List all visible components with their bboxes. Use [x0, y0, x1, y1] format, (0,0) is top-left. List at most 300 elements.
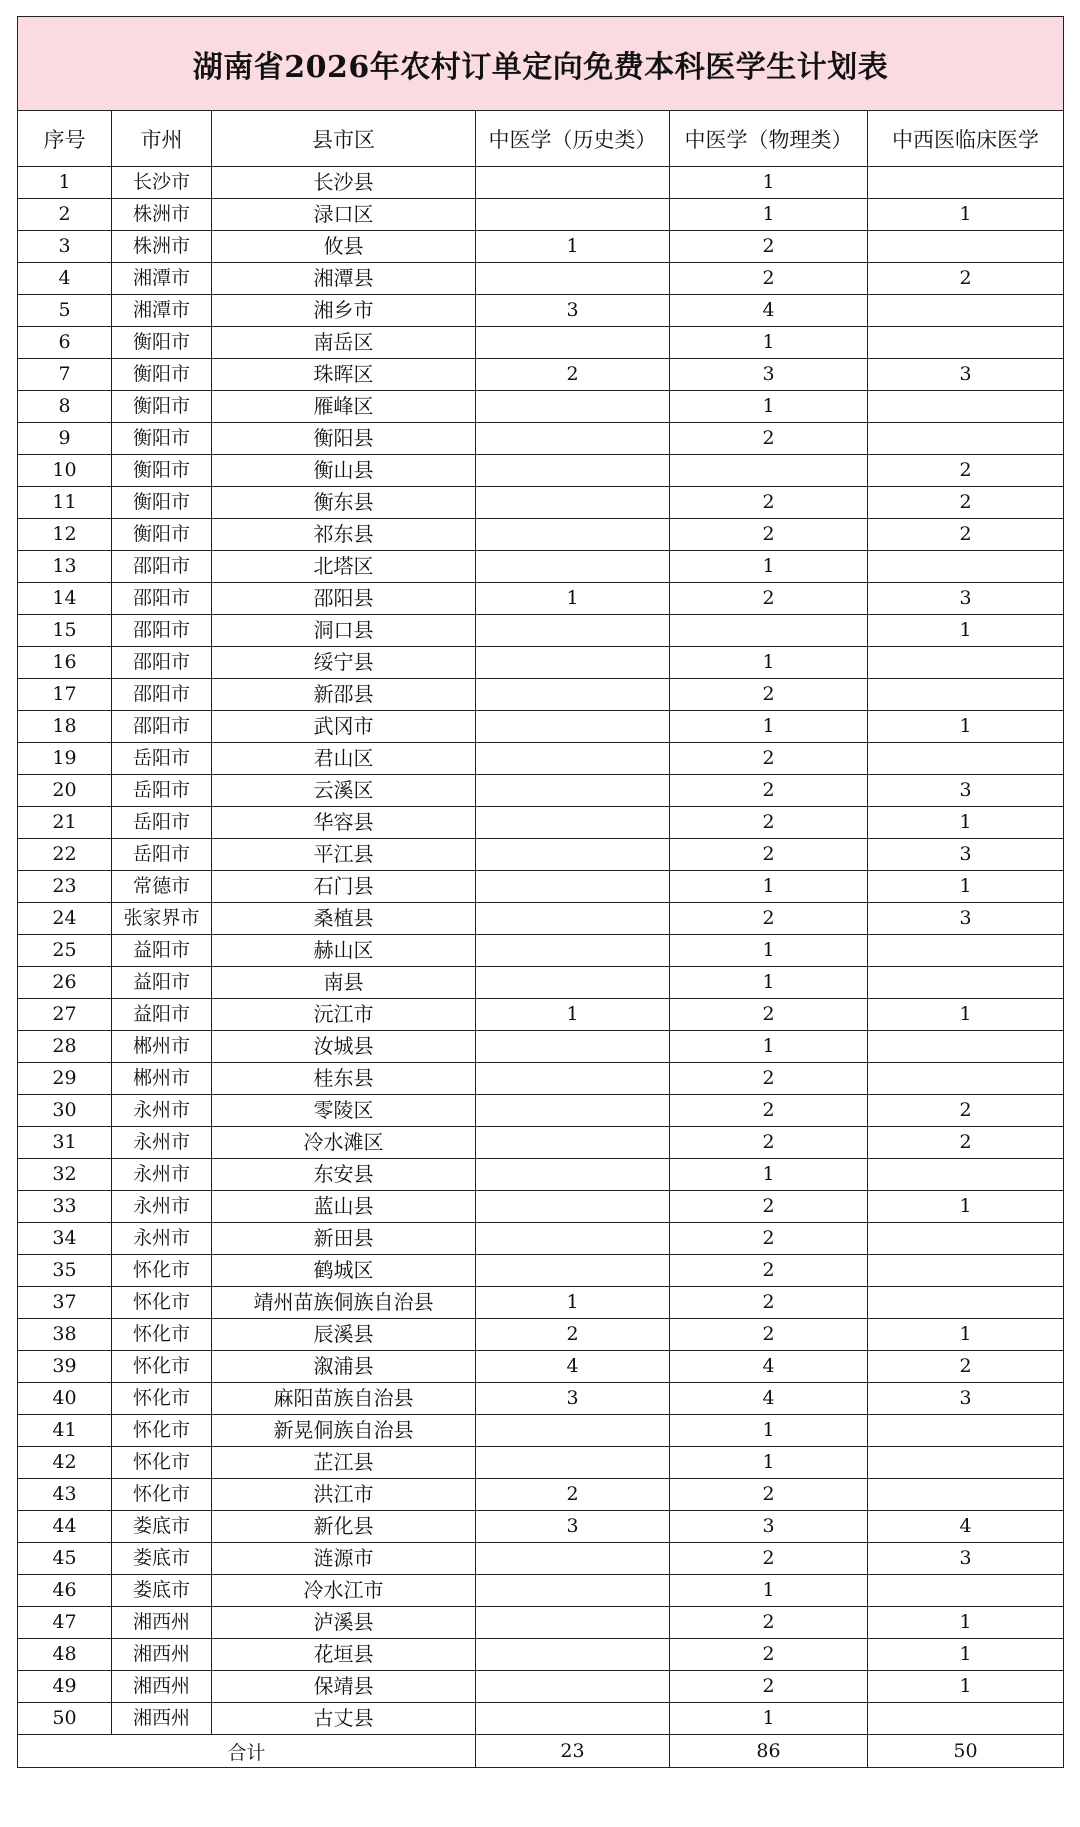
row-tcm-physics-cell: 2: [670, 1671, 868, 1703]
row-index-cell: 5: [18, 295, 112, 327]
row-city-cell: 衡阳市: [112, 327, 212, 359]
row-integrated-medicine-cell: 1: [868, 999, 1064, 1031]
row-tcm-physics-cell: 2: [670, 1479, 868, 1511]
row-index-cell: 13: [18, 551, 112, 583]
row-integrated-medicine-cell: [868, 967, 1064, 999]
row-tcm-physics-cell: 2: [670, 1095, 868, 1127]
row-tcm-physics-cell: 1: [670, 711, 868, 743]
table-row: [18, 1191, 1064, 1223]
row-integrated-medicine-cell: [868, 327, 1064, 359]
row-city-cell: 怀化市: [112, 1255, 212, 1287]
row-county-cell: 辰溪县: [212, 1319, 476, 1351]
row-integrated-medicine-cell: 2: [868, 1095, 1064, 1127]
table-body: [18, 167, 1064, 1735]
row-tcm-physics-cell: 2: [670, 1255, 868, 1287]
table-row: [18, 743, 1064, 775]
row-county-cell: 零陵区: [212, 1095, 476, 1127]
row-integrated-medicine-cell: 3: [868, 359, 1064, 391]
total-tcm-physics: 86: [670, 1735, 868, 1768]
row-index-cell: 31: [18, 1127, 112, 1159]
row-tcm-history-cell: [476, 391, 670, 423]
row-county-cell: 祁东县: [212, 519, 476, 551]
row-integrated-medicine-cell: [868, 423, 1064, 455]
row-county-cell: 攸县: [212, 231, 476, 263]
table-row: [18, 423, 1064, 455]
row-tcm-history-cell: [476, 327, 670, 359]
row-city-cell: 邵阳市: [112, 615, 212, 647]
row-integrated-medicine-cell: [868, 1447, 1064, 1479]
row-integrated-medicine-cell: 2: [868, 455, 1064, 487]
row-city-cell: 湘潭市: [112, 263, 212, 295]
table-row: [18, 391, 1064, 423]
row-tcm-physics-cell: [670, 615, 868, 647]
row-city-cell: 怀化市: [112, 1383, 212, 1415]
row-integrated-medicine-cell: [868, 1415, 1064, 1447]
row-tcm-physics-cell: 2: [670, 1319, 868, 1351]
table-row: [18, 1063, 1064, 1095]
row-tcm-history-cell: [476, 1223, 670, 1255]
row-index-cell: 28: [18, 1031, 112, 1063]
row-index-cell: 23: [18, 871, 112, 903]
row-city-cell: 株洲市: [112, 199, 212, 231]
row-county-cell: 衡东县: [212, 487, 476, 519]
row-tcm-history-cell: [476, 1255, 670, 1287]
row-city-cell: 岳阳市: [112, 807, 212, 839]
table-row: [18, 1607, 1064, 1639]
table-row: [18, 231, 1064, 263]
row-city-cell: 永州市: [112, 1127, 212, 1159]
row-integrated-medicine-cell: 3: [868, 775, 1064, 807]
row-index-cell: 45: [18, 1543, 112, 1575]
table-row: [18, 1319, 1064, 1351]
row-tcm-physics-cell: 1: [670, 391, 868, 423]
row-city-cell: 邵阳市: [112, 679, 212, 711]
row-tcm-history-cell: [476, 167, 670, 199]
row-integrated-medicine-cell: 3: [868, 1543, 1064, 1575]
row-tcm-physics-cell: [670, 455, 868, 487]
row-integrated-medicine-cell: 1: [868, 1671, 1064, 1703]
row-tcm-history-cell: [476, 647, 670, 679]
row-tcm-physics-cell: 4: [670, 1383, 868, 1415]
row-integrated-medicine-cell: [868, 167, 1064, 199]
table-row: [18, 711, 1064, 743]
total-integrated-medicine: 50: [868, 1735, 1064, 1768]
row-index-cell: 37: [18, 1287, 112, 1319]
row-tcm-history-cell: [476, 1671, 670, 1703]
row-tcm-physics-cell: 2: [670, 583, 868, 615]
row-city-cell: 湘潭市: [112, 295, 212, 327]
row-county-cell: 湘乡市: [212, 295, 476, 327]
row-index-cell: 24: [18, 903, 112, 935]
row-county-cell: 衡山县: [212, 455, 476, 487]
row-county-cell: 沅江市: [212, 999, 476, 1031]
row-index-cell: 18: [18, 711, 112, 743]
row-integrated-medicine-cell: 2: [868, 1351, 1064, 1383]
row-city-cell: 永州市: [112, 1159, 212, 1191]
table-row: [18, 167, 1064, 199]
row-index-cell: 10: [18, 455, 112, 487]
row-tcm-physics-cell: 2: [670, 839, 868, 871]
row-index-cell: 50: [18, 1703, 112, 1735]
row-tcm-history-cell: [476, 679, 670, 711]
row-index-cell: 26: [18, 967, 112, 999]
row-tcm-history-cell: 2: [476, 1319, 670, 1351]
row-integrated-medicine-cell: [868, 647, 1064, 679]
row-county-cell: 鹤城区: [212, 1255, 476, 1287]
row-integrated-medicine-cell: 1: [868, 615, 1064, 647]
row-integrated-medicine-cell: [868, 1063, 1064, 1095]
row-city-cell: 衡阳市: [112, 455, 212, 487]
row-city-cell: 娄底市: [112, 1543, 212, 1575]
row-city-cell: 益阳市: [112, 999, 212, 1031]
table-row: [18, 327, 1064, 359]
row-tcm-physics-cell: 2: [670, 1063, 868, 1095]
row-city-cell: 湘西州: [112, 1671, 212, 1703]
row-index-cell: 38: [18, 1319, 112, 1351]
row-county-cell: 桑植县: [212, 903, 476, 935]
plan-table: [17, 16, 1064, 1768]
row-tcm-history-cell: [476, 1415, 670, 1447]
row-tcm-physics-cell: 1: [670, 199, 868, 231]
row-city-cell: 永州市: [112, 1223, 212, 1255]
row-integrated-medicine-cell: [868, 1575, 1064, 1607]
row-county-cell: 石门县: [212, 871, 476, 903]
row-tcm-physics-cell: 2: [670, 487, 868, 519]
row-tcm-physics-cell: 3: [670, 1511, 868, 1543]
row-county-cell: 桂东县: [212, 1063, 476, 1095]
row-integrated-medicine-cell: 2: [868, 263, 1064, 295]
table-row: [18, 1351, 1064, 1383]
row-integrated-medicine-cell: 1: [868, 1319, 1064, 1351]
row-tcm-history-cell: [476, 1447, 670, 1479]
row-city-cell: 衡阳市: [112, 423, 212, 455]
table-row: [18, 999, 1064, 1031]
row-index-cell: 39: [18, 1351, 112, 1383]
row-tcm-history-cell: [476, 423, 670, 455]
row-tcm-history-cell: 3: [476, 295, 670, 327]
row-tcm-physics-cell: 1: [670, 1447, 868, 1479]
row-county-cell: 洞口县: [212, 615, 476, 647]
row-index-cell: 48: [18, 1639, 112, 1671]
row-tcm-history-cell: [476, 1127, 670, 1159]
row-county-cell: 冷水江市: [212, 1575, 476, 1607]
row-index-cell: 4: [18, 263, 112, 295]
row-city-cell: 怀化市: [112, 1287, 212, 1319]
row-index-cell: 40: [18, 1383, 112, 1415]
row-index-cell: 16: [18, 647, 112, 679]
row-city-cell: 郴州市: [112, 1063, 212, 1095]
row-index-cell: 43: [18, 1479, 112, 1511]
table-row: [18, 679, 1064, 711]
row-index-cell: 2: [18, 199, 112, 231]
row-county-cell: 南县: [212, 967, 476, 999]
row-tcm-history-cell: [476, 711, 670, 743]
row-county-cell: 古丈县: [212, 1703, 476, 1735]
row-index-cell: 8: [18, 391, 112, 423]
table-row: [18, 1575, 1064, 1607]
row-tcm-physics-cell: 1: [670, 871, 868, 903]
row-county-cell: 靖州苗族侗族自治县: [212, 1287, 476, 1319]
row-city-cell: 长沙市: [112, 167, 212, 199]
row-tcm-history-cell: [476, 455, 670, 487]
row-tcm-physics-cell: 2: [670, 807, 868, 839]
row-tcm-history-cell: 1: [476, 999, 670, 1031]
row-index-cell: 12: [18, 519, 112, 551]
table-row: [18, 199, 1064, 231]
total-label: 合计: [18, 1735, 476, 1768]
row-tcm-history-cell: [476, 551, 670, 583]
row-city-cell: 娄底市: [112, 1511, 212, 1543]
row-tcm-history-cell: [476, 1607, 670, 1639]
row-integrated-medicine-cell: 3: [868, 1383, 1064, 1415]
row-tcm-history-cell: 3: [476, 1511, 670, 1543]
row-integrated-medicine-cell: [868, 295, 1064, 327]
row-tcm-physics-cell: 4: [670, 295, 868, 327]
row-tcm-history-cell: [476, 935, 670, 967]
table-row: [18, 1447, 1064, 1479]
table-row: [18, 775, 1064, 807]
row-city-cell: 岳阳市: [112, 839, 212, 871]
row-index-cell: 44: [18, 1511, 112, 1543]
row-county-cell: 洪江市: [212, 1479, 476, 1511]
row-city-cell: 娄底市: [112, 1575, 212, 1607]
row-integrated-medicine-cell: [868, 1159, 1064, 1191]
table-row: [18, 1639, 1064, 1671]
table-row: [18, 1159, 1064, 1191]
row-tcm-physics-cell: 1: [670, 967, 868, 999]
row-city-cell: 湘西州: [112, 1607, 212, 1639]
row-tcm-history-cell: [476, 807, 670, 839]
row-city-cell: 永州市: [112, 1191, 212, 1223]
row-index-cell: 14: [18, 583, 112, 615]
row-tcm-history-cell: [476, 263, 670, 295]
row-city-cell: 郴州市: [112, 1031, 212, 1063]
row-index-cell: 3: [18, 231, 112, 263]
header-index: 序号: [18, 111, 112, 167]
table-row: [18, 903, 1064, 935]
row-county-cell: 东安县: [212, 1159, 476, 1191]
row-integrated-medicine-cell: [868, 391, 1064, 423]
row-integrated-medicine-cell: 1: [868, 1607, 1064, 1639]
row-integrated-medicine-cell: 1: [868, 871, 1064, 903]
row-tcm-physics-cell: 4: [670, 1351, 868, 1383]
row-city-cell: 湘西州: [112, 1639, 212, 1671]
row-tcm-history-cell: [476, 1575, 670, 1607]
row-tcm-history-cell: [476, 743, 670, 775]
row-tcm-history-cell: [476, 1063, 670, 1095]
row-tcm-history-cell: [476, 839, 670, 871]
row-tcm-history-cell: [476, 1095, 670, 1127]
row-tcm-history-cell: [476, 487, 670, 519]
row-tcm-physics-cell: 1: [670, 551, 868, 583]
row-city-cell: 株洲市: [112, 231, 212, 263]
row-integrated-medicine-cell: 4: [868, 1511, 1064, 1543]
row-tcm-physics-cell: 2: [670, 1223, 868, 1255]
row-county-cell: 邵阳县: [212, 583, 476, 615]
header-tcm-history: 中医学（历史类）: [476, 111, 670, 167]
row-index-cell: 19: [18, 743, 112, 775]
row-county-cell: 泸溪县: [212, 1607, 476, 1639]
row-tcm-history-cell: 4: [476, 1351, 670, 1383]
row-integrated-medicine-cell: [868, 1031, 1064, 1063]
row-city-cell: 岳阳市: [112, 775, 212, 807]
table-row: [18, 1127, 1064, 1159]
row-tcm-physics-cell: 1: [670, 647, 868, 679]
table-row: [18, 871, 1064, 903]
row-tcm-history-cell: [476, 871, 670, 903]
row-tcm-physics-cell: 2: [670, 231, 868, 263]
row-county-cell: 渌口区: [212, 199, 476, 231]
row-tcm-history-cell: 2: [476, 359, 670, 391]
row-index-cell: 47: [18, 1607, 112, 1639]
row-integrated-medicine-cell: [868, 679, 1064, 711]
row-index-cell: 1: [18, 167, 112, 199]
row-city-cell: 衡阳市: [112, 487, 212, 519]
row-index-cell: 29: [18, 1063, 112, 1095]
row-index-cell: 7: [18, 359, 112, 391]
table-row: [18, 1223, 1064, 1255]
row-tcm-history-cell: 3: [476, 1383, 670, 1415]
table-row: [18, 455, 1064, 487]
row-index-cell: 41: [18, 1415, 112, 1447]
row-tcm-physics-cell: 2: [670, 743, 868, 775]
row-index-cell: 32: [18, 1159, 112, 1191]
row-tcm-history-cell: 2: [476, 1479, 670, 1511]
header-tcm-physics: 中医学（物理类）: [670, 111, 868, 167]
row-tcm-physics-cell: 2: [670, 423, 868, 455]
row-county-cell: 绥宁县: [212, 647, 476, 679]
total-row: [18, 1735, 1064, 1768]
table-row: [18, 359, 1064, 391]
row-county-cell: 云溪区: [212, 775, 476, 807]
row-tcm-physics-cell: 2: [670, 1287, 868, 1319]
row-index-cell: 21: [18, 807, 112, 839]
table-row: [18, 839, 1064, 871]
row-county-cell: 新化县: [212, 1511, 476, 1543]
row-tcm-history-cell: 1: [476, 231, 670, 263]
row-index-cell: 11: [18, 487, 112, 519]
row-integrated-medicine-cell: [868, 1703, 1064, 1735]
row-tcm-physics-cell: 2: [670, 999, 868, 1031]
row-tcm-physics-cell: 1: [670, 1031, 868, 1063]
row-county-cell: 新邵县: [212, 679, 476, 711]
row-tcm-physics-cell: 2: [670, 263, 868, 295]
row-city-cell: 邵阳市: [112, 583, 212, 615]
table-row: [18, 1543, 1064, 1575]
row-tcm-history-cell: [476, 1031, 670, 1063]
row-county-cell: 蓝山县: [212, 1191, 476, 1223]
row-integrated-medicine-cell: [868, 1255, 1064, 1287]
row-county-cell: 珠晖区: [212, 359, 476, 391]
row-city-cell: 衡阳市: [112, 359, 212, 391]
table-row: [18, 1287, 1064, 1319]
row-integrated-medicine-cell: [868, 743, 1064, 775]
table-row: [18, 935, 1064, 967]
row-integrated-medicine-cell: 3: [868, 583, 1064, 615]
row-integrated-medicine-cell: [868, 1223, 1064, 1255]
table-row: [18, 1095, 1064, 1127]
table-row: [18, 551, 1064, 583]
row-integrated-medicine-cell: 1: [868, 807, 1064, 839]
table-row: [18, 967, 1064, 999]
row-index-cell: 15: [18, 615, 112, 647]
table-row: [18, 263, 1064, 295]
row-tcm-history-cell: [476, 1159, 670, 1191]
row-county-cell: 雁峰区: [212, 391, 476, 423]
row-integrated-medicine-cell: 2: [868, 1127, 1064, 1159]
row-integrated-medicine-cell: [868, 551, 1064, 583]
table-title: 湖南省2026年农村订单定向免费本科医学生计划表: [18, 17, 1064, 111]
row-tcm-history-cell: [476, 615, 670, 647]
row-integrated-medicine-cell: 3: [868, 839, 1064, 871]
row-tcm-history-cell: [476, 775, 670, 807]
row-index-cell: 27: [18, 999, 112, 1031]
row-integrated-medicine-cell: 3: [868, 903, 1064, 935]
row-city-cell: 怀化市: [112, 1351, 212, 1383]
row-integrated-medicine-cell: [868, 1287, 1064, 1319]
row-county-cell: 保靖县: [212, 1671, 476, 1703]
row-county-cell: 南岳区: [212, 327, 476, 359]
row-city-cell: 衡阳市: [112, 391, 212, 423]
table-row: [18, 1031, 1064, 1063]
row-city-cell: 怀化市: [112, 1479, 212, 1511]
row-tcm-physics-cell: 1: [670, 1575, 868, 1607]
row-county-cell: 华容县: [212, 807, 476, 839]
row-integrated-medicine-cell: 2: [868, 519, 1064, 551]
header-city: 市州: [112, 111, 212, 167]
table-row: [18, 487, 1064, 519]
table-row: [18, 519, 1064, 551]
row-county-cell: 涟源市: [212, 1543, 476, 1575]
row-tcm-history-cell: [476, 1703, 670, 1735]
row-tcm-physics-cell: 2: [670, 679, 868, 711]
row-city-cell: 湘西州: [112, 1703, 212, 1735]
row-city-cell: 怀化市: [112, 1447, 212, 1479]
row-integrated-medicine-cell: [868, 1479, 1064, 1511]
row-index-cell: 9: [18, 423, 112, 455]
row-tcm-physics-cell: 2: [670, 903, 868, 935]
row-city-cell: 岳阳市: [112, 743, 212, 775]
row-index-cell: 6: [18, 327, 112, 359]
row-county-cell: 湘潭县: [212, 263, 476, 295]
table-row: [18, 583, 1064, 615]
row-integrated-medicine-cell: 1: [868, 199, 1064, 231]
header-integrated-medicine: 中西医临床医学: [868, 111, 1064, 167]
row-index-cell: 30: [18, 1095, 112, 1127]
table-row: [18, 1511, 1064, 1543]
row-integrated-medicine-cell: 2: [868, 487, 1064, 519]
row-tcm-history-cell: 1: [476, 1287, 670, 1319]
table-row: [18, 807, 1064, 839]
row-county-cell: 长沙县: [212, 167, 476, 199]
row-tcm-physics-cell: 2: [670, 775, 868, 807]
row-tcm-physics-cell: 2: [670, 1639, 868, 1671]
row-index-cell: 46: [18, 1575, 112, 1607]
row-integrated-medicine-cell: [868, 935, 1064, 967]
row-county-cell: 武冈市: [212, 711, 476, 743]
row-tcm-history-cell: [476, 1543, 670, 1575]
row-tcm-physics-cell: 1: [670, 1703, 868, 1735]
row-tcm-physics-cell: 1: [670, 935, 868, 967]
row-city-cell: 益阳市: [112, 967, 212, 999]
row-index-cell: 22: [18, 839, 112, 871]
row-city-cell: 怀化市: [112, 1319, 212, 1351]
row-index-cell: 42: [18, 1447, 112, 1479]
table-row: [18, 1383, 1064, 1415]
header-row: [18, 111, 1064, 167]
row-county-cell: 新田县: [212, 1223, 476, 1255]
row-tcm-history-cell: [476, 1191, 670, 1223]
